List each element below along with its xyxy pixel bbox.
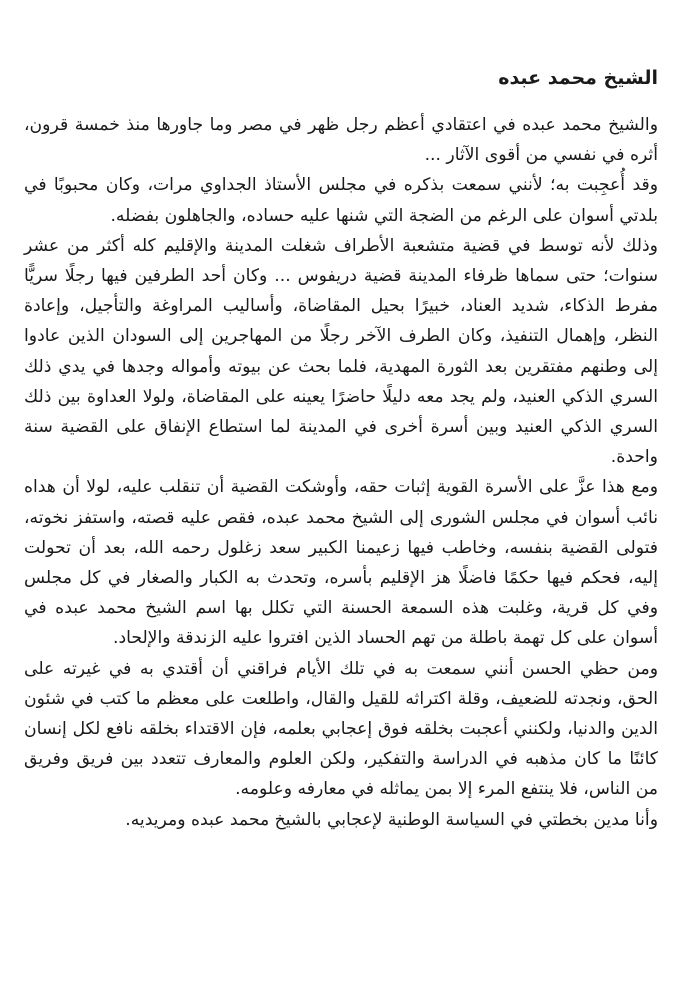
paragraph-1: والشيخ محمد عبده في اعتقادي أعظم رجل ظهر في مصر وما جاورها منذ خمسة قرون، أثره في نفسي من أقوى الآثار ...: [24, 115, 658, 166]
paragraph-4: ومع هذا عزَّ على الأسرة القوية إثبات حقه، وأوشكت القضية أن تنقلب عليه، لولا أن هداه نائب أسوان في مجلس الشورى إلى الشيخ محمد عبده، فقص عليه قصته، واستفز نخوته، فتولى القضية بنفسه، وخاطب فيها زعيمنا الكبير سعد زغلول رحمه الله، بعد أن تحولت إليه، فحكم فيها حكمًا فاضلًا هز الإقليم بأسره، وتحدث به الكبار والصغار في كل مجلس وفي كل قرية، وغلبت هذه السمعة الحسنة التي تكلل بها اسم الشيخ محمد عبده في أسوان على كل تهمة باطلة من تهم الحساد الذين افتروا عليه الزندقة والإلحاد.: [24, 477, 658, 649]
paragraph-5: ومن حظي الحسن أنني سمعت به في تلك الأيام فراقني أن أقتدي به في غيرته على الحق، ونجدته للضعيف، وقلة اكتراثه للقيل والقال، واطلعت على معظم ما كتب في شئون الدين والدنيا، ولكنني أعجبت بخلقه فوق إعجابي بعلمه، فإن الاقتداء بخلقه نافع لكل إنسان كائنًا ما كان مذهبه في الدراسة والتفكير، ولكن العلوم والمعارف تتعدد بين فريق وفريق من الناس، فلا ينتفع المرء إلا بمن يماثله في معارفه وعلومه.: [24, 658, 658, 800]
paragraph-3: وذلك لأنه توسط في قضية متشعبة الأطراف شغلت المدينة والإقليم كله أكثر من عشر سنوات؛ حتى سماها ظرفاء المدينة قضية دريفوس ... وكان أحد الطرفين فيها رجلًا سريًّا مفرط الذكاء، شديد العناد، خبيرًا بحيل المقاضاة، وأساليب المراوغة والتأجيل، وإعادة النظر، وإهمال التنفيذ، وكان الطرف الآخر رجلًا من المهاجرين إلى السودان الذين عادوا إلى وطنهم مفتقرين بعد الثورة المهدية، فلما بحث عن بيوته وأمواله وجدها في يدي ذلك السري الذكي العنيد، ولم يجد معه دليلًا حاضرًا يعينه على المقاضاة، ولولا العداوة بين ذلك السري الذكي العنيد وبين أسرة أخرى في المدينة لما استطاع الإنفاق على القضية سنة واحدة.: [24, 235, 658, 468]
paragraph-6: وأنا مدين بخطتي في السياسة الوطنية لإعجابي بالشيخ محمد عبده ومريديه.: [125, 809, 658, 830]
paragraph-2: وقد أُعجِبت به؛ لأنني سمعت بذكره في مجلس الأستاذ الجداوي مرات، وكان محبوبًا في بلدتي أسوان على الرغم من الضجة التي شنها عليه حساده، والجاهلون بفضله.: [24, 175, 658, 226]
page-title: الشيخ محمد عبده: [498, 67, 658, 89]
